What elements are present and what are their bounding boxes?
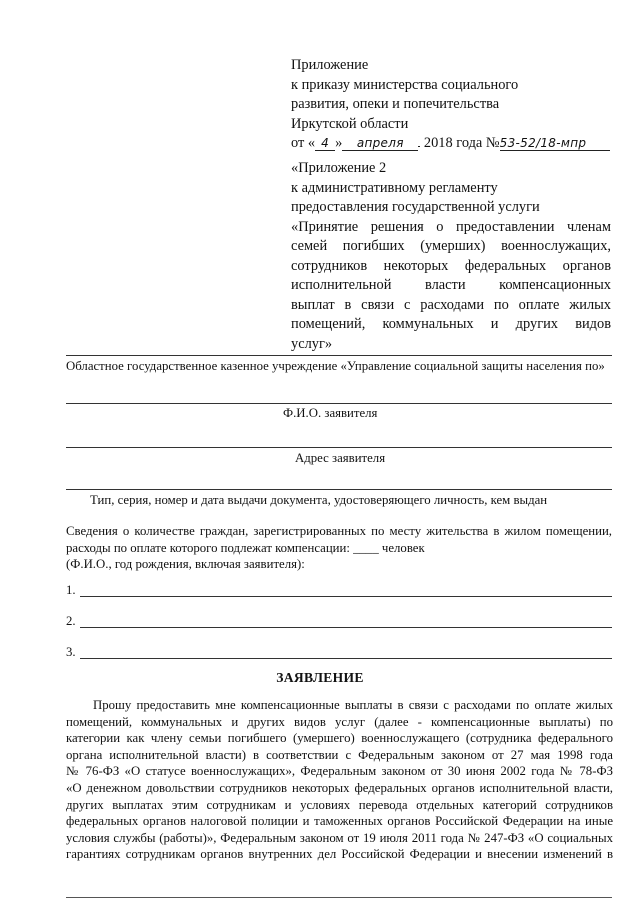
institution-label: Областное государственное казенное учреждение «Управление социальной защиты населения по» [66,359,605,373]
statement-body [66,697,613,863]
appendix-line: сотрудников некоторых федеральных органов [291,257,611,274]
appendix-line: к административному регламенту [291,179,498,196]
appendix-line: исполнительной власти компенсационных [291,277,611,293]
resident-row-number: 2. [66,614,76,628]
residents-line: расходы по оплате которого подлежат компенсации: ____ человек [66,540,425,555]
resident-row-line [80,658,612,659]
header-line: развития, опеки и попечительства [291,96,500,112]
regulation-appendix-header [291,159,611,354]
resident-row-number: 1. [66,583,76,597]
appendix-line: предоставления государственной услуги [291,199,540,215]
statement-line: «О денежном довольствии сотрудников некоторых федеральных органов исполнительной власти, [66,780,613,795]
appendix-line: выплат в связи с расходами по оплате жилых [291,296,611,313]
date-month-handwritten: апреля [342,136,418,151]
date-day-handwritten: 4 [315,136,335,151]
appendix-line: «Принятие решения о предоставлении членам [291,218,611,235]
residents-info [66,523,612,573]
residents-line: (Ф.И.О., год рождения, включая заявителя): [66,557,305,571]
institution-fill-line [66,355,612,356]
statement-title: ЗАЯВЛЕНИЕ [276,670,364,685]
header-line: Приложение [291,57,369,73]
residents-line: Сведения о количестве граждан, зарегистрированных по месту жительства в жилом помещении, [66,524,612,538]
statement-line: № 76-ФЗ «О статусе военнослужащих», Федеральным законом от 30 июня 2002 года № 78-ФЗ [66,764,613,779]
statement-line: помещений, коммунальных и других видов услуг (далее - компенсационные выплаты) по [66,714,613,729]
date-prefix: от « [291,135,316,151]
applicant-address-fill-line [66,447,612,448]
order-number-handwritten: 53-52/18-мпр [500,136,610,151]
id-document-label: Тип, серия, номер и дата выдачи документа, удостоверяющего личность, кем выдан [90,493,548,507]
applicant-address-label: Адрес заявителя [295,451,386,465]
date-mid: » [335,135,343,151]
statement-line: гарантиях сотрудникам органов внутренних дел Российской Федерации и внесении изменений в [66,847,613,862]
statement-line: других выплатах этим сотрудникам и условиях перевода отдельных категорий сотрудников [66,797,613,812]
resident-row-number: 3. [66,645,76,659]
order-date-line [291,134,611,154]
order-appendix-header [291,56,611,154]
statement-line: условия службы (работы)», Федеральным законом от 19 июля 2011 года № 247-ФЗ «О социальных [66,830,613,845]
resident-row-line [80,596,612,597]
statement-line: категории как члену семьи погибшего (умершего) военнослужащего (сотрудника федерального [66,731,613,746]
applicant-name-label: Ф.И.О. заявителя [283,406,378,420]
appendix-line: «Приложение 2 [291,160,387,176]
header-line: к приказу министерства социального [291,76,519,93]
appendix-line: семей погибших (умерших) военнослужащих, [291,238,611,254]
statement-line: органа исполнительной власти) в соответствии с Федеральным законом от 27 мая 1998 года [66,747,613,762]
page-bottom-rule [66,897,612,898]
applicant-name-fill-line [66,403,612,404]
appendix-line: услуг» [291,335,333,352]
header-line: Иркутской области [291,115,409,132]
statement-line: Прошу предоставить мне компенсационные выплаты в связи с расходами по оплате жилых [93,698,613,712]
resident-row-line [80,627,612,628]
appendix-line: помещений, коммунальных и других видов [291,316,611,332]
id-document-fill-line [66,489,612,490]
statement-line: федеральных органов налоговой полиции и таможенных органов Российской Федерации на иные [66,814,613,829]
date-year: 2018 года № [423,135,500,151]
